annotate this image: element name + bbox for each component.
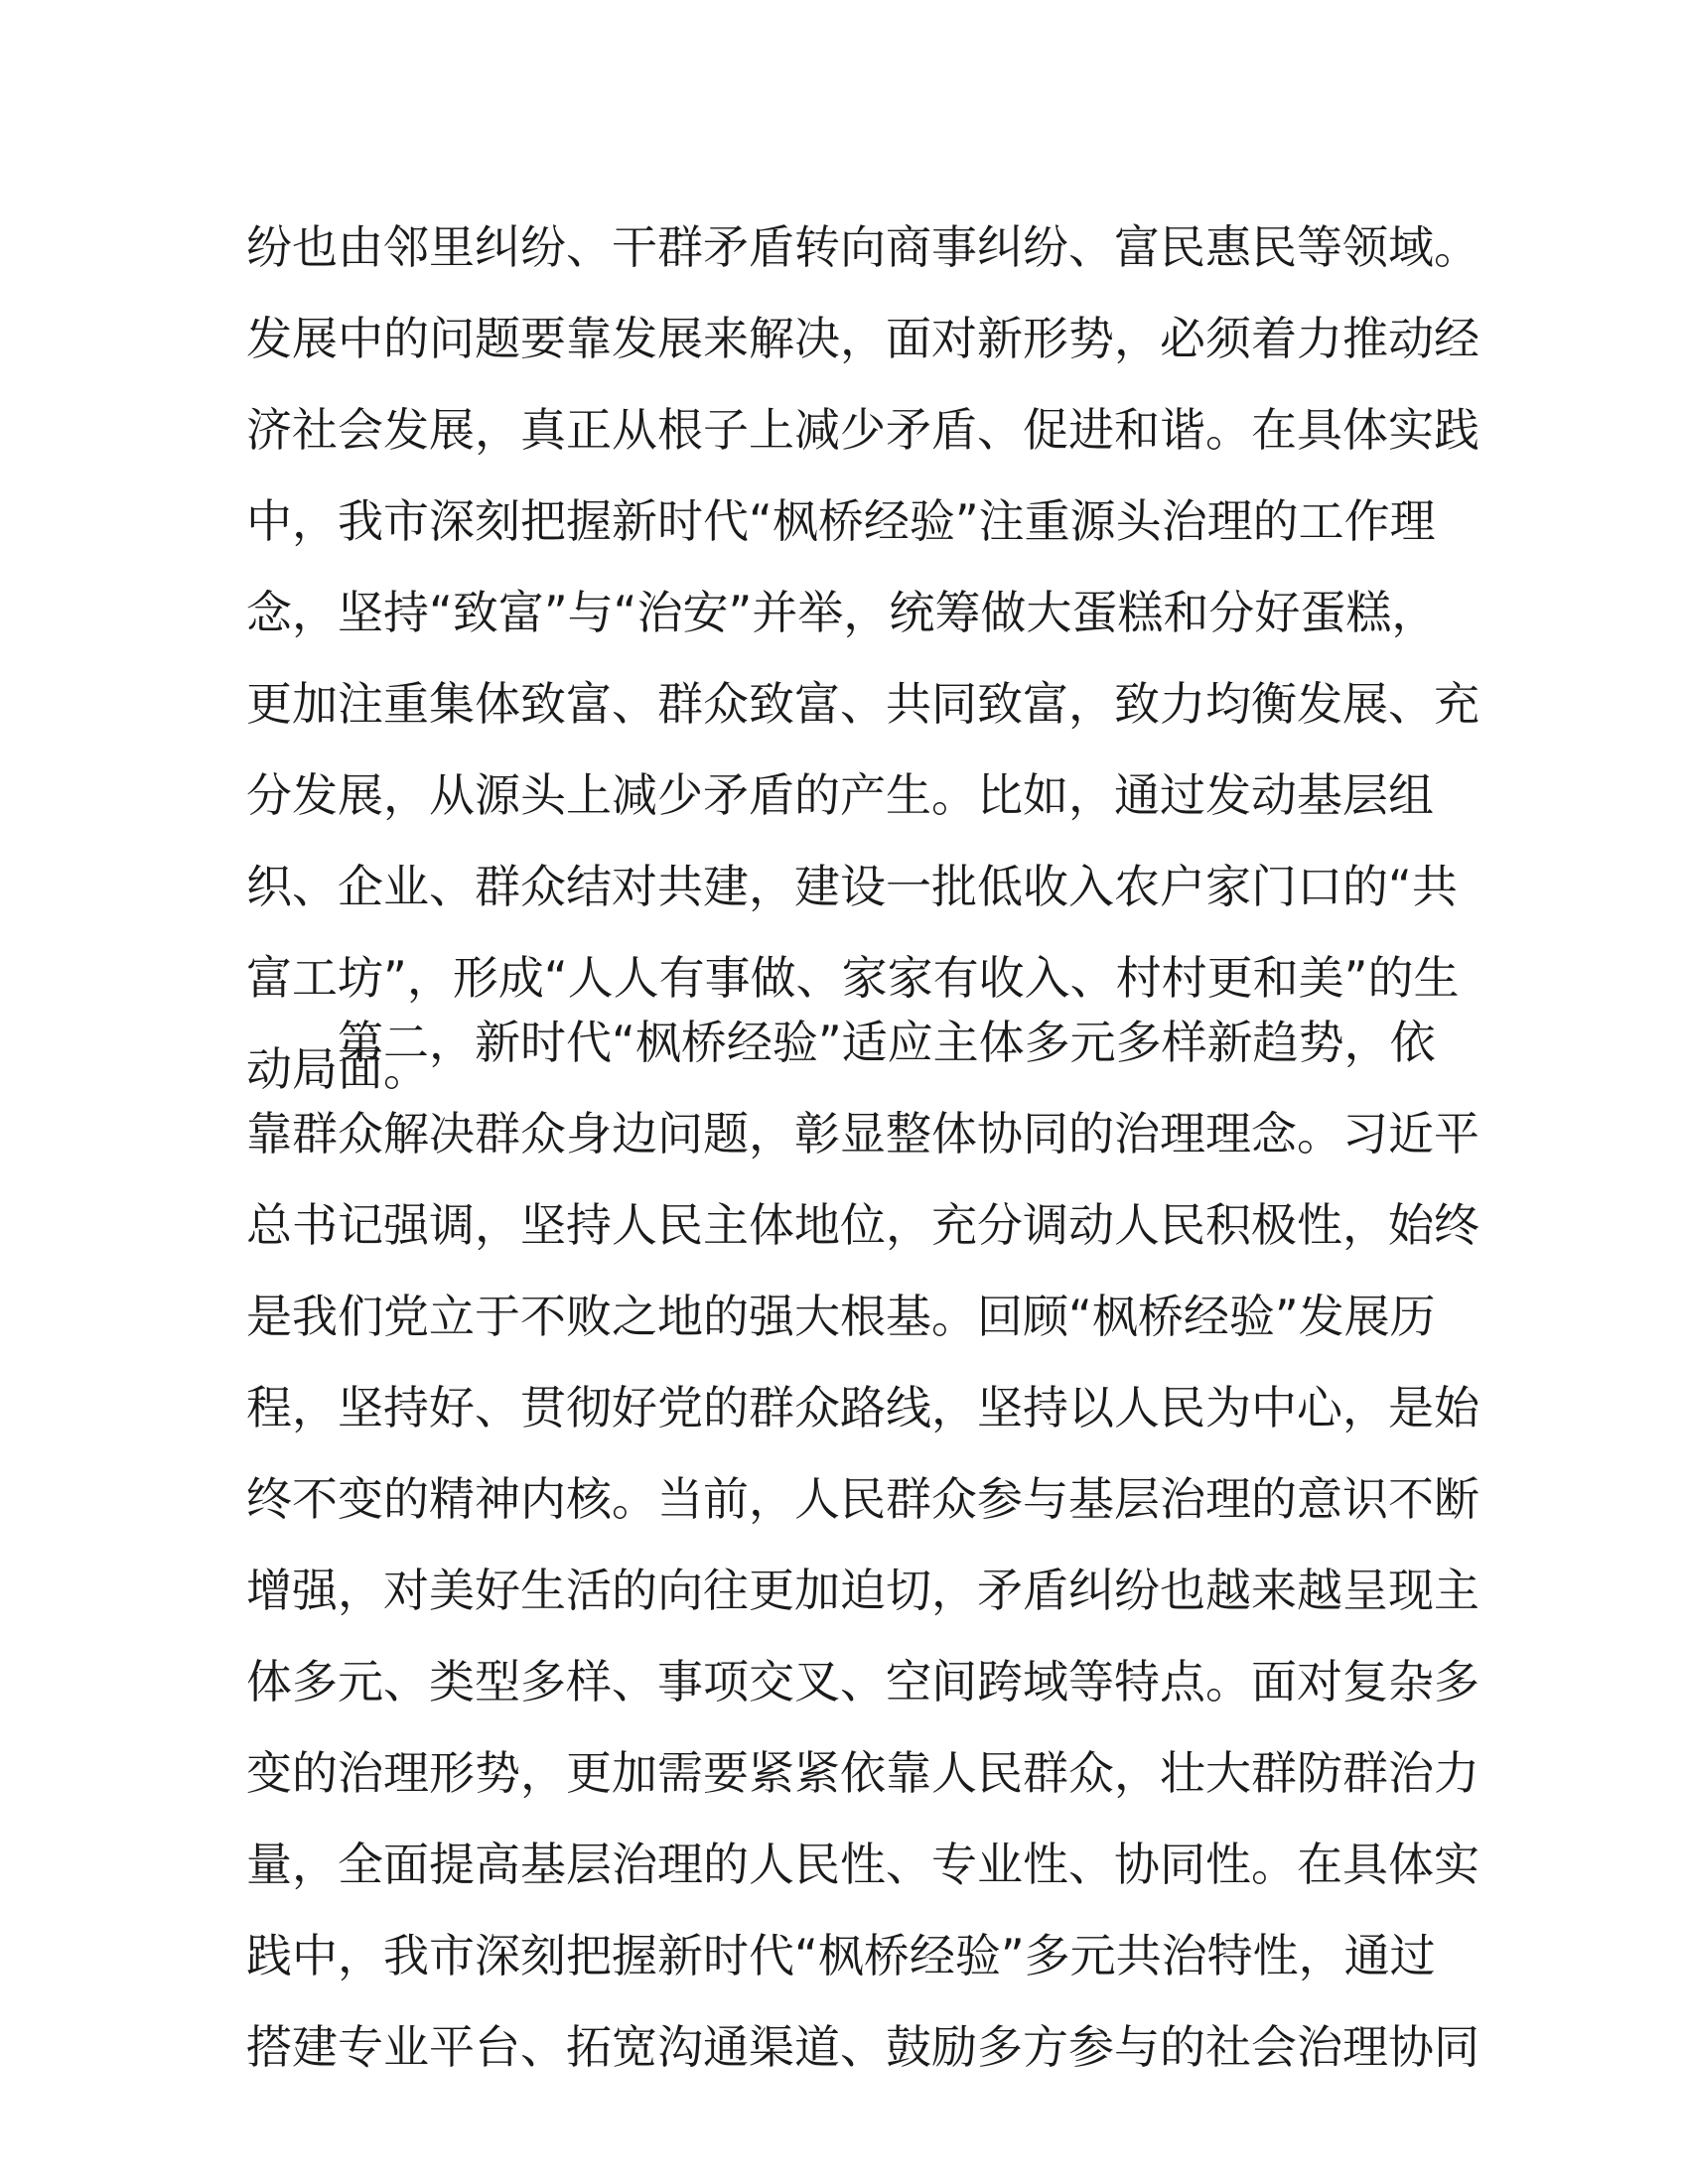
text-line: 程，坚持好、贯彻好党的群众路线，坚持以人民为中心，是始 <box>246 1381 1479 1434</box>
text-line: 体多元、类型多样、事项交叉、空间跨域等特点。面对复杂多 <box>246 1655 1479 1708</box>
text-line: 靠群众解决群众身边问题，彰显整体协同的治理理念。习近平 <box>246 1107 1479 1160</box>
text-line: 增强，对美好生活的向往更加迫切，矛盾纠纷也越来越呈现主 <box>246 1564 1479 1617</box>
text-line: 纷也由邻里纠纷、干群矛盾转向商事纠纷、富民惠民等领域。 <box>246 220 1479 274</box>
text-line: 践中，我市深刻把握新时代“枫桥经验”多元共治特性，通过 <box>246 1929 1436 1982</box>
text-line: 变的治理形势，更加需要紧紧依靠人民群众，壮大群防群治力 <box>246 1746 1479 1800</box>
text-line-indented: 第二，新时代“枫桥经验”适应主体多元多样新趋势，依 <box>338 1016 1436 1069</box>
text-line: 动局面。 <box>246 1042 429 1096</box>
text-line: 终不变的精神内核。当前，人民群众参与基层治理的意识不断 <box>246 1472 1479 1526</box>
text-line: 更加注重集体致富、群众致富、共同致富，致力均衡发展、充 <box>246 677 1479 731</box>
text-line: 济社会发展，真正从根子上减少矛盾、促进和谐。在具体实践 <box>246 403 1479 457</box>
text-line: 发展中的问题要靠发展来解决，面对新形势，必须着力推动经 <box>246 312 1479 365</box>
text-line: 量，全面提高基层治理的人民性、专业性、协同性。在具体实 <box>246 1838 1479 1891</box>
text-line: 搭建专业平台、拓宽沟通渠道、鼓励多方参与的社会治理协同 <box>246 2020 1479 2074</box>
text-line: 中，我市深刻把握新时代“枫桥经验”注重源头治理的工作理 <box>246 494 1436 548</box>
text-line: 织、企业、群众结对共建，建设一批低收入农户家门口的“共 <box>246 860 1458 913</box>
paragraph-continued <box>246 202 1479 1115</box>
text-line: 分发展，从源头上减少矛盾的产生。比如，通过发动基层组 <box>246 768 1434 822</box>
text-line: 总书记强调，坚持人民主体地位，充分调动人民积极性，始终 <box>246 1198 1479 1252</box>
text-line: 念，坚持“致富”与“治安”并举，统筹做大蛋糕和分好蛋糕， <box>246 586 1438 639</box>
paragraph-second-point <box>246 997 1479 2093</box>
text-line: 富工坊”，形成“人人有事做、家家有收入、村村更和美”的生 <box>246 951 1460 1005</box>
text-line: 是我们党立于不败之地的强大根基。回顾“枫桥经验”发展历 <box>246 1290 1436 1343</box>
